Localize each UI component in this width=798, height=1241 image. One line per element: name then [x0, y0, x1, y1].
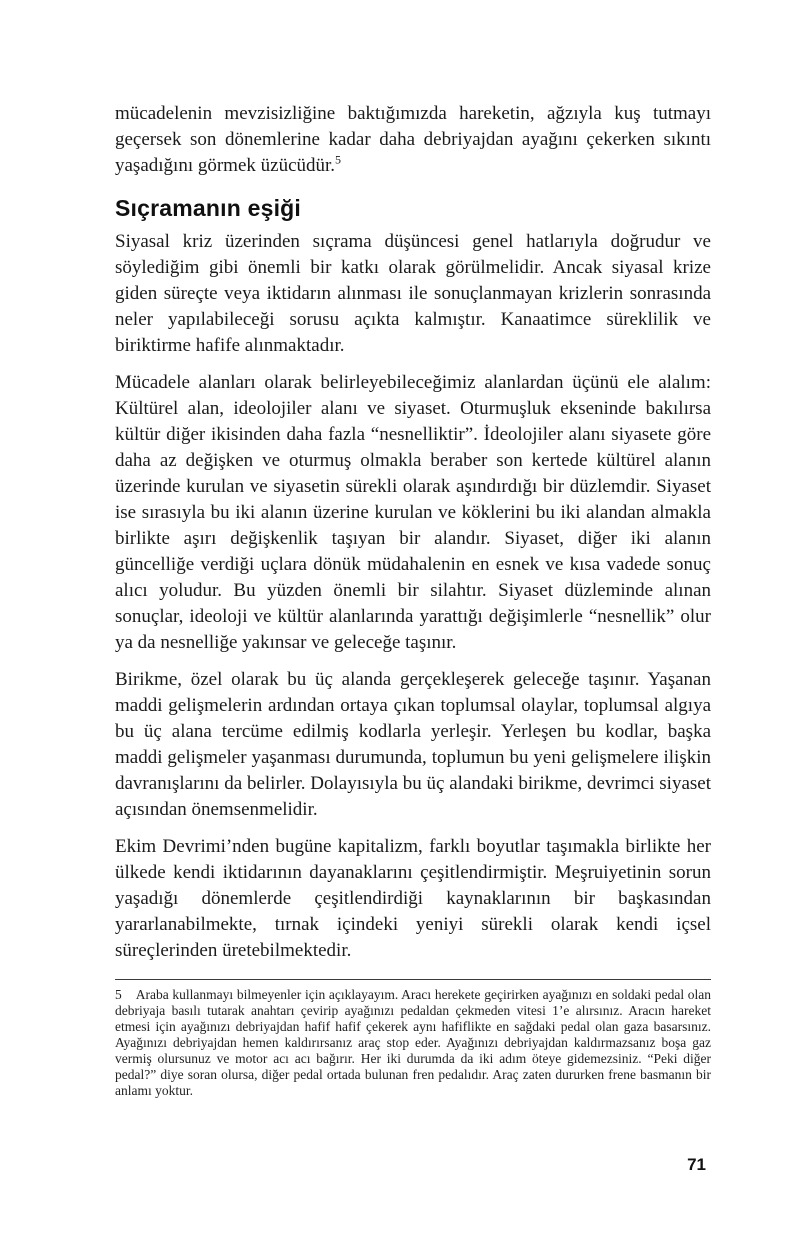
body-paragraph-continuation [115, 101, 711, 179]
footnote-number: 5 [115, 987, 122, 1002]
section-heading: Sıçramanın eşiği [115, 195, 301, 221]
page-number: 71 [687, 1155, 706, 1174]
footnote [115, 979, 711, 1099]
footnote-text: Araba kullanmayı bilmeyenler için açıklayayım. Aracı herekete geçirirken ayağınızı en soldaki pedal olan debriyaja basılı tutarak anahtarı çevirip ayağınızı pedaldan çekmeden vitesi 1’e alırsınız. Aracın hareket etmesi için ayağınızı debriyajdan hafif hafif çekerek aynı hafiflikte en sağdaki pedal olan gaza basarsınız. Ayağınızı debriyajdan hemen kaldırırsanız araç stop eder. Ayağınızı debriyajdan kaldırmazsanız boşa gaz vermiş olursunuz ve motor acı acı bağırır. Her iki durumda da iki adım öteye gidemezsiniz. “Peki diğer pedal?” diye soran olursa, diğer pedal ortada bulunan fren pedalıdır. Araç zaten dururken frene basmanın bir anlamı yoktur. [115, 987, 711, 1098]
footnote-reference: 5 [335, 152, 342, 167]
body-paragraph: Birikme, özel olarak bu üç alanda gerçekleşerek geleceğe taşınır. Yaşanan maddi gelişmelerin ardından ortaya çıkan toplumsal olaylar, toplumsal algıya bu üç alana tercüme edilmiş kodlarla yerleşir. Yerleşen bu kodlar, başka maddi gelişmeler yaşanması durumunda, toplumun bu yeni gelişmelere ilişkin davranışlarını da belirler. Dolayısıyla bu üç alandaki birikme, devrimci siyaset açısından önemsenmelidir. [115, 669, 711, 820]
page-content [115, 101, 711, 1099]
body-paragraph: Mücadele alanları olarak belirleyebileceğimiz alanlardan üçünü ele alalım: Kültürel alan, ideolojiler alanı ve siyaset. Oturmuşluk ekseninde bakılırsa kültür diğer ikisinden daha fazla “nesnelliktir”. İdeolojiler alanı siyasete göre daha az değişken ve oturmuş olmakla beraber son kertede kültürel alanın üzerinde kurulan ve siyasetin sürekli olarak aşındırdığı bir düzlemdir. Siyaset ise sırasıyla bu iki alanın üzerine kurulan ve köklerini bu iki alandan almakla birlikte aşırı değişkenlik taşıyan bir alandır. Siyaset, diğer iki alanın güncelliğe verdiği uçlara dönük müdahalenin en esnek ve kısa vadede sonuç alıcı yoludur. Bu yüzden önemli bir silahtır. Siyaset düzleminde alınan sonuçlar, ideoloji ve kültür alanlarında yarattığı değişimlerle “nesnellik” olur ya da nesnelliğe yakınsar ve geleceğe taşınır. [115, 372, 711, 653]
continuation-text: mücadelenin mevzisizliğine baktığımızda hareketin, ağzıyla kuş tutmayı geçersek son dönemlerine kadar daha debriyajdan ayağını çekerken sıkıntı yaşadığını görmek üzücüdür. [115, 103, 711, 176]
body-paragraph: Ekim Devrimi’nden bugüne kapitalizm, farklı boyutlar taşımakla birlikte her ülkede kendi iktidarının dayanaklarını çeşitlendirmiştir. Meşruiyetinin sorun yaşadığı dönemlerde çeşitlendirdiği kaynaklarının bir başkasından yararlanabilmekte, tırnak içindeki yeniyi sürekli olarak kendi içsel süreçlerinden üretebilmektedir. [115, 836, 711, 961]
body-paragraph: Siyasal kriz üzerinden sıçrama düşüncesi genel hatlarıyla doğrudur ve söylediğim gibi önemli bir katkı olarak görülmelidir. Ancak siyasal krize giden süreçte veya iktidarın alınması ile sonuçlanmayan krizlerin sonrasında neler yapılabileceği sorusu açıkta kalmıştır. Kanaatimce süreklilik ve biriktirme hafife alınmaktadır. [115, 231, 711, 356]
